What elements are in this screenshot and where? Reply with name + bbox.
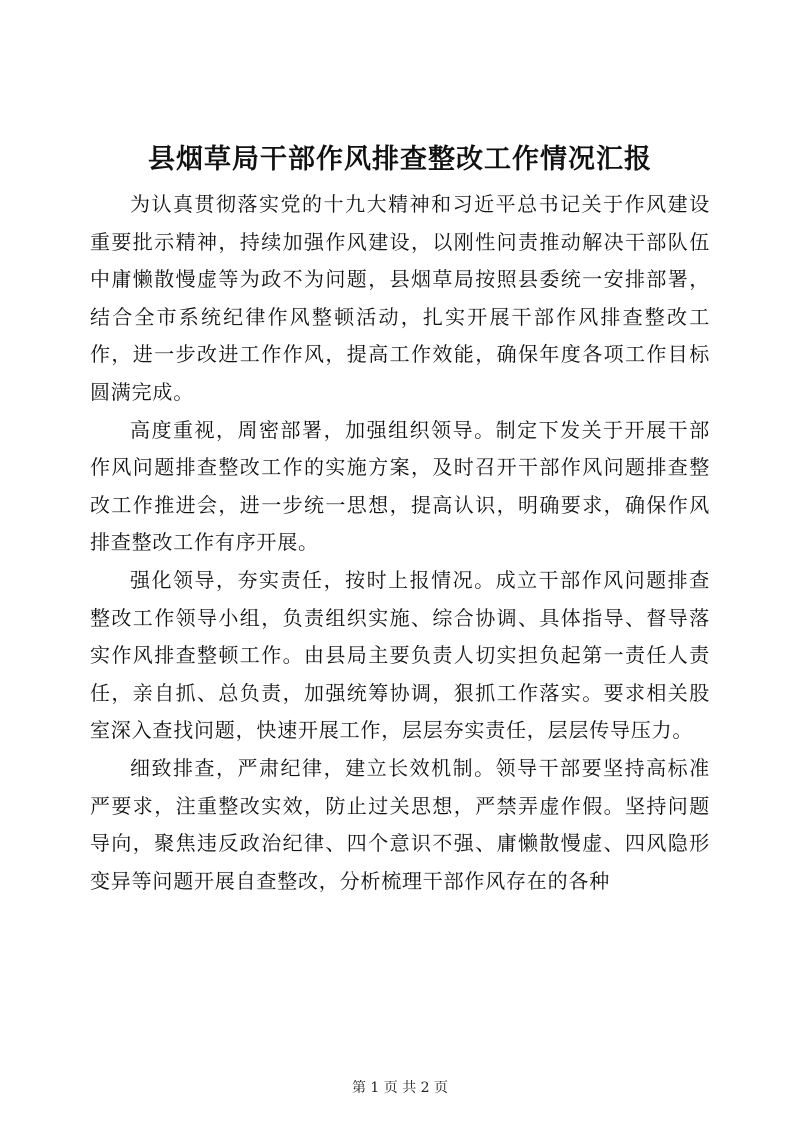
paragraph-1: 为认真贯彻落实党的十九大精神和习近平总书记关于作风建设重要批示精神，持续加强作风建设，以刚性问责推动解决干部队伍中庸懒散慢虚等为政不为问题，县烟草局按照县委统一安排部署，结合全市系统纪律作风整顿活动，扎实开展干部作风排查整改工作，进一步改进工作作风，提高工作效能，确保年度各项工作目标圆满完成。 — [90, 192, 710, 404]
paragraph-2: 高度重视，周密部署，加强组织领导。制定下发关于开展干部作风问题排查整改工作的实施方案，及时召开干部作风问题排查整改工作推进会，进一步统一思想，提高认识，明确要求，确保作风排查整改工作有序开展。 — [90, 417, 710, 555]
page-number-footer: 第 1 页 共 2 页 — [351, 1080, 449, 1096]
paragraph-3: 强化领导，夯实责任，按时上报情况。成立干部作风问题排查整改工作领导小组，负责组织实施、综合协调、具体指导、督导落实作风排查整顿工作。由县局主要负责人切实担负起第一责任人责任，亲自抓、总负责，加强统筹协调，狠抓工作落实。要求相关股室深入查找问题，快速开展工作，层层夯实责任，层层传导压力。 — [90, 567, 710, 743]
document-title: 县烟草局干部作风排查整改工作情况汇报 — [148, 144, 652, 175]
document-body — [90, 186, 710, 900]
paragraph-4: 细致排查，严肃纪律，建立长效机制。领导干部要坚持高标准严要求，注重整改实效，防止过关思想，严禁弄虚作假。坚持问题导向，聚焦违反政治纪律、四个意识不强、庸懒散慢虚、四风隐形变异等问题开展自查整改，分析梳理干部作风存在的各种 — [90, 755, 710, 893]
